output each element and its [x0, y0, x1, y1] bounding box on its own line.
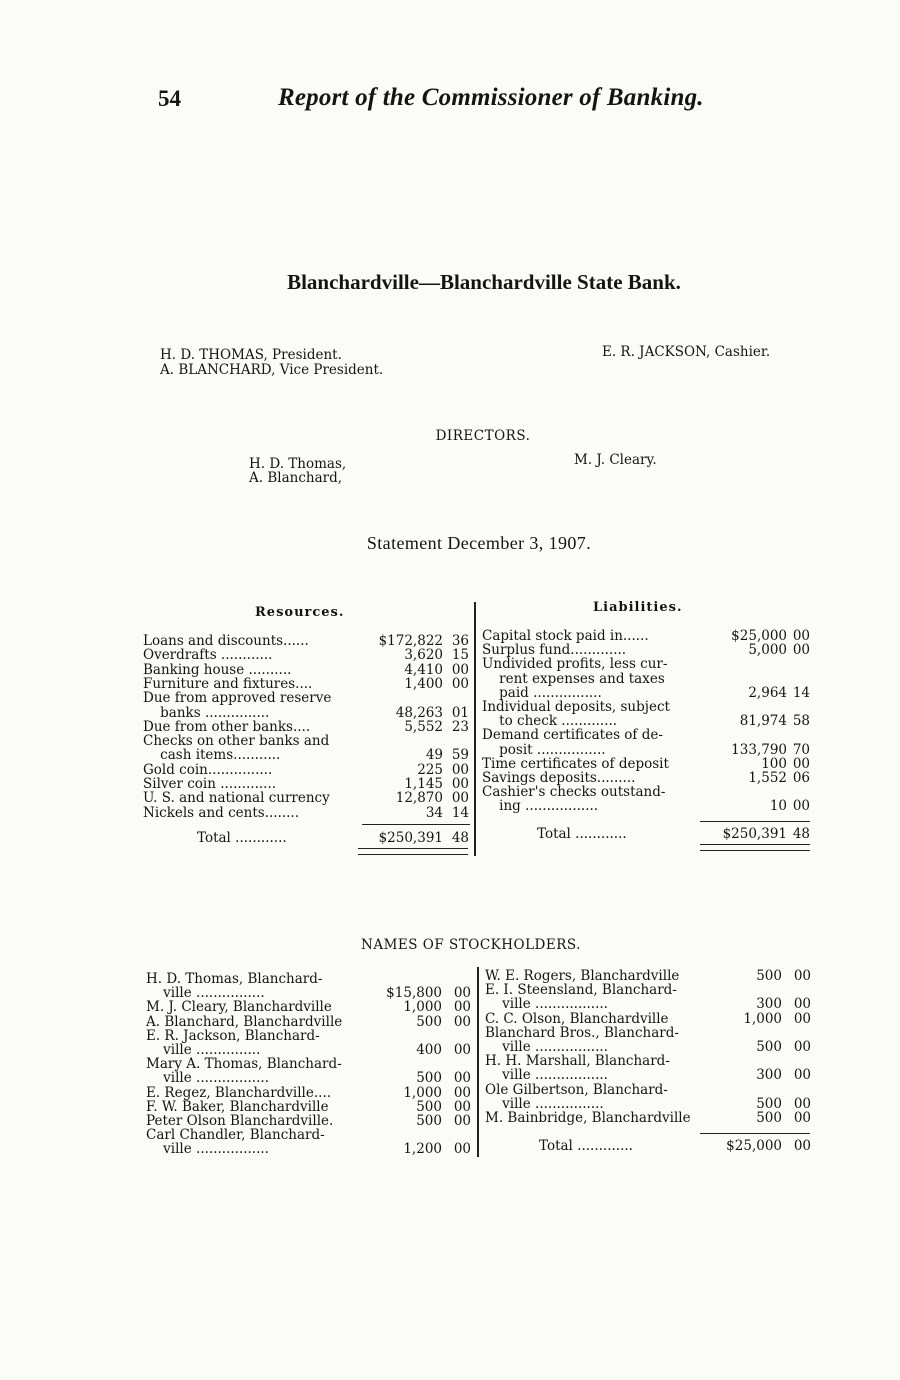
- row-label: paid ................: [482, 684, 602, 701]
- row-amount: 1,000: [403, 999, 442, 1016]
- row-label: Overdrafts ............: [143, 647, 273, 664]
- total-row: [482, 827, 810, 841]
- resource-row: [143, 806, 469, 820]
- total-rule: [700, 821, 810, 822]
- liability-row: [482, 714, 810, 728]
- total-double-rule: [358, 848, 468, 855]
- row-label: C. C. Olson, Blanchardville: [485, 1010, 669, 1027]
- running-head: Report of the Commissioner of Banking.: [278, 84, 704, 111]
- row-label: Due from approved reserve: [143, 690, 332, 707]
- liability-row: [482, 643, 810, 657]
- row-amount: 49: [425, 747, 443, 764]
- stockholder-row: [146, 1071, 471, 1085]
- officer-cashier: E. R. JACKSON, Cashier.: [602, 344, 771, 360]
- row-amount: 3,620: [404, 647, 443, 664]
- row-amount: 5,552: [404, 718, 443, 735]
- row-label: ville .................: [485, 1039, 608, 1055]
- total-rule: [700, 1133, 810, 1134]
- liabilities-heading: Liabilities.: [593, 600, 683, 615]
- row-label: H. H. Marshall, Blanchard-: [485, 1053, 670, 1070]
- total-amount: $25,000: [726, 1138, 782, 1154]
- director-name: A. Blanchard,: [249, 470, 343, 486]
- row-label: Banking house ..........: [143, 661, 292, 678]
- stockholder-row: [146, 1114, 471, 1128]
- bank-title: Blanchardville—Blanchardville State Bank.: [287, 270, 681, 294]
- row-cents: 00: [453, 999, 471, 1016]
- liability-row: [482, 799, 810, 813]
- row-label: Ole Gilbertson, Blanchard-: [485, 1081, 668, 1098]
- row-cents: 00: [451, 661, 469, 678]
- total-amount: $250,391: [378, 830, 443, 846]
- row-label: Capital stock paid in......: [482, 628, 649, 644]
- total-label: Total ............: [197, 830, 287, 846]
- row-cents: 00: [793, 1067, 811, 1084]
- row-label: to check .............: [482, 713, 618, 730]
- resource-row: [143, 663, 469, 677]
- row-label: Carl Chandler, Blanchard-: [146, 1127, 325, 1144]
- row-amount: 4,410: [404, 661, 443, 678]
- row-cents: 00: [453, 1113, 471, 1129]
- row-cents: 58: [792, 713, 810, 730]
- row-cents: 00: [451, 790, 469, 807]
- row-label: cash items...........: [143, 747, 281, 764]
- resource-row: [143, 777, 469, 791]
- statement-title: Statement December 3, 1907.: [366, 533, 592, 553]
- row-cents: 14: [451, 804, 469, 821]
- total-label: Total .............: [539, 1138, 633, 1154]
- row-cents: 00: [793, 968, 811, 984]
- row-label: ville ................: [146, 985, 265, 1002]
- row-cents: 14: [792, 684, 810, 701]
- row-label: U. S. and national currency: [143, 790, 330, 807]
- row-amount: 300: [756, 996, 782, 1013]
- director-name: H. D. Thomas,: [249, 456, 347, 472]
- stockholder-row: [146, 986, 471, 1000]
- resource-row: [143, 706, 469, 720]
- total-double-rule: [700, 844, 810, 851]
- row-cents: 00: [793, 1095, 811, 1112]
- row-label: ville ................: [485, 1095, 604, 1112]
- stockholder-row: [485, 1097, 811, 1111]
- stockholder-row: [146, 1100, 471, 1114]
- liability-row: [482, 700, 810, 714]
- row-label: Checks on other banks and: [143, 733, 330, 750]
- resource-row: [143, 677, 469, 691]
- row-cents: 00: [793, 1010, 811, 1027]
- row-cents: 00: [451, 761, 469, 778]
- row-label: F. W. Baker, Blanchardville: [146, 1098, 329, 1115]
- row-cents: 00: [453, 1070, 471, 1087]
- row-amount: 500: [416, 1070, 442, 1087]
- row-cents: 23: [451, 718, 469, 735]
- row-cents: 00: [453, 1042, 471, 1058]
- resources-heading: Resources.: [255, 605, 345, 620]
- stockholder-row: [485, 1068, 811, 1082]
- row-cents: 00: [451, 675, 469, 692]
- row-amount: 100: [761, 755, 787, 772]
- row-label: Nickels and cents........: [143, 804, 300, 821]
- resource-row: [143, 691, 469, 705]
- row-label: banks ...............: [143, 704, 270, 721]
- total-cents: 48: [451, 830, 469, 846]
- stockholder-row: [485, 1111, 811, 1125]
- row-label: Silver coin .............: [143, 776, 277, 792]
- row-amount: 133,790: [731, 741, 787, 758]
- row-label: E. I. Steensland, Blanchard-: [485, 982, 677, 999]
- stockholder-row: [485, 969, 811, 983]
- row-label: Time certificates of deposit: [482, 755, 669, 772]
- row-label: H. D. Thomas, Blanchard-: [146, 971, 323, 987]
- stockholder-row: [485, 1083, 811, 1097]
- row-amount: 500: [756, 1110, 782, 1126]
- row-amount: 5,000: [748, 642, 787, 659]
- liability-row: [482, 629, 810, 643]
- row-cents: 00: [792, 798, 810, 815]
- liability-row: [482, 686, 810, 700]
- stockholder-row: [146, 972, 471, 986]
- row-label: Savings deposits.........: [482, 770, 636, 786]
- row-amount: 225: [417, 761, 443, 778]
- row-cents: 00: [793, 996, 811, 1013]
- row-amount: 1,400: [404, 675, 443, 692]
- director-name: M. J. Cleary.: [574, 452, 657, 468]
- stockholder-row: [485, 1040, 811, 1054]
- liability-row: [482, 743, 810, 757]
- row-amount: $15,800: [386, 985, 442, 1002]
- stockholder-row: [146, 1086, 471, 1100]
- row-label: Peter Olson Blanchardville.: [146, 1113, 334, 1129]
- resource-row: [143, 763, 469, 777]
- row-amount: 500: [756, 1095, 782, 1112]
- row-cents: 06: [792, 770, 810, 786]
- stockholder-row: [485, 1054, 811, 1068]
- row-cents: 59: [451, 747, 469, 764]
- row-cents: 00: [453, 1013, 471, 1030]
- stockholder-row: [485, 997, 811, 1011]
- resource-row: [143, 791, 469, 805]
- row-cents: 00: [453, 985, 471, 1002]
- resource-row: [143, 748, 469, 762]
- row-cents: 00: [792, 642, 810, 659]
- row-amount: 34: [425, 804, 443, 821]
- stockholders-heading: NAMES OF STOCKHOLDERS.: [361, 937, 581, 953]
- row-cents: 00: [793, 1110, 811, 1126]
- row-amount: 500: [756, 1039, 782, 1055]
- row-label: Loans and discounts......: [143, 633, 309, 649]
- column-divider: [474, 602, 476, 856]
- row-amount: 48,263: [395, 704, 443, 721]
- total-amount: $250,391: [722, 826, 787, 842]
- stockholder-row: [146, 1057, 471, 1071]
- stockholder-row: [146, 1128, 471, 1142]
- row-amount: 1,000: [743, 1010, 782, 1027]
- total-label: Total ............: [537, 826, 627, 842]
- row-label: Surplus fund.............: [482, 642, 627, 659]
- row-label: A. Blanchard, Blanchardville: [146, 1013, 343, 1030]
- row-label: Mary A. Thomas, Blanchard-: [146, 1056, 342, 1073]
- stockholder-row: [146, 1015, 471, 1029]
- row-amount: 500: [416, 1013, 442, 1030]
- row-label: E. R. Jackson, Blanchard-: [146, 1027, 320, 1044]
- row-amount: 300: [756, 1067, 782, 1084]
- stockholder-row: [146, 1029, 471, 1043]
- row-label: ville .................: [146, 1070, 269, 1087]
- row-cents: 00: [793, 1039, 811, 1055]
- row-amount: 81,974: [739, 713, 787, 730]
- row-amount: 2,964: [748, 684, 787, 701]
- row-label: Gold coin...............: [143, 761, 273, 778]
- row-cents: 00: [453, 1098, 471, 1115]
- row-amount: 500: [756, 968, 782, 984]
- row-label: W. E. Rogers, Blanchardville: [485, 968, 680, 984]
- officer-vice-president: A. BLANCHARD, Vice President.: [160, 362, 384, 378]
- row-amount: 400: [416, 1042, 442, 1058]
- total-row: [143, 831, 469, 845]
- stockholder-row: [485, 1026, 811, 1040]
- row-label: Undivided profits, less cur-: [482, 656, 668, 673]
- liability-row: [482, 785, 810, 799]
- row-label: Due from other banks....: [143, 718, 311, 735]
- page-number: 54: [158, 86, 181, 111]
- stockholder-row: [146, 1043, 471, 1057]
- row-label: M. Bainbridge, Blanchardville: [485, 1110, 691, 1126]
- row-amount: $25,000: [731, 628, 787, 644]
- resource-row: [143, 634, 469, 648]
- row-cents: 00: [453, 1084, 471, 1101]
- row-label: E. Regez, Blanchardville....: [146, 1084, 332, 1101]
- liability-row: [482, 672, 810, 686]
- row-amount: 12,870: [395, 790, 443, 807]
- stockholder-row: [146, 1142, 471, 1156]
- row-cents: 00: [792, 628, 810, 644]
- stockholder-row: [146, 1000, 471, 1014]
- resource-row: [143, 720, 469, 734]
- row-cents: 15: [451, 647, 469, 664]
- row-cents: 00: [792, 755, 810, 772]
- liability-row: [482, 728, 810, 742]
- row-amount: 1,145: [404, 776, 443, 792]
- row-label: ville ...............: [146, 1042, 261, 1058]
- row-amount: 500: [416, 1098, 442, 1115]
- total-rule: [362, 824, 470, 825]
- stockholder-row: [485, 983, 811, 997]
- resource-row: [143, 734, 469, 748]
- officer-president: H. D. THOMAS, President.: [160, 347, 342, 363]
- liability-row: [482, 771, 810, 785]
- row-label: M. J. Cleary, Blanchardville: [146, 999, 332, 1016]
- total-cents: 48: [792, 826, 810, 842]
- row-label: ing .................: [482, 798, 599, 815]
- row-amount: 10: [769, 798, 787, 815]
- row-label: Demand certificates of de-: [482, 727, 663, 744]
- row-amount: 1,200: [403, 1141, 442, 1158]
- row-cents: 70: [792, 741, 810, 758]
- total-cents: 00: [793, 1138, 811, 1154]
- row-cents: 00: [451, 776, 469, 792]
- row-cents: 00: [453, 1141, 471, 1158]
- row-cents: 36: [451, 633, 469, 649]
- liability-row: [482, 657, 810, 671]
- row-label: Furniture and fixtures....: [143, 675, 313, 692]
- row-label: ville .................: [146, 1141, 269, 1158]
- stockholder-row: [485, 1012, 811, 1026]
- total-row: [485, 1139, 811, 1153]
- row-amount: 1,000: [403, 1084, 442, 1101]
- row-amount: 1,552: [748, 770, 787, 786]
- resource-row: [143, 648, 469, 662]
- row-amount: 500: [416, 1113, 442, 1129]
- row-label: rent expenses and taxes: [482, 670, 665, 687]
- row-label: Blanchard Bros., Blanchard-: [485, 1024, 679, 1041]
- row-label: posit ................: [482, 741, 606, 758]
- row-cents: 01: [451, 704, 469, 721]
- directors-heading: DIRECTORS.: [435, 428, 531, 444]
- row-label: Cashier's checks outstand-: [482, 784, 666, 801]
- row-label: Individual deposits, subject: [482, 699, 670, 715]
- column-divider: [477, 967, 479, 1157]
- liability-row: [482, 757, 810, 771]
- row-amount: $172,822: [378, 633, 443, 649]
- row-label: ville .................: [485, 1067, 608, 1084]
- row-label: ville .................: [485, 996, 608, 1013]
